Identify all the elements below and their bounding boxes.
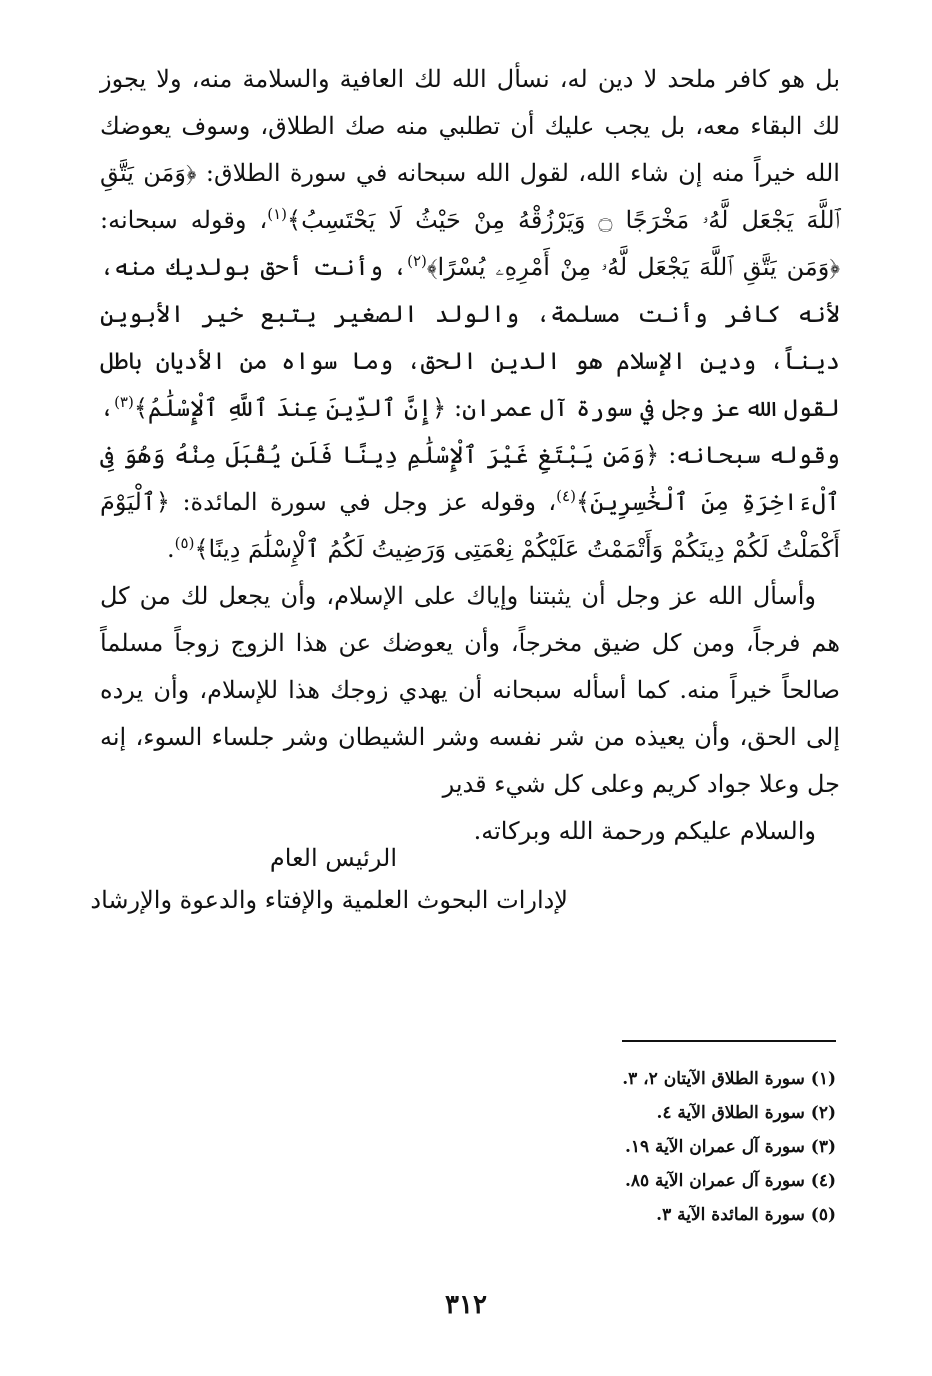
text-segment: ، وأنت أحق بولديك منه، لأنه كافر وأنت مسلمة، والولد الصغير يتبع خير الأبوين ديناً، ودين الإسلام هو الدين الحق، وما سواه من الأديان باطل لقول الله عز وجل في سورة آل عمران:	[100, 253, 840, 422]
quran-quote: ﴿ٱلْيَوْمَ أَكْمَلْتُ لَكُمْ دِينَكُمْ وَأَتْمَمْتُ عَلَيْكُمْ نِعْمَتِى وَرَضِيتُ لَكُمُ ٱلْإِسْلَٰمَ دِينًا﴾	[100, 488, 840, 563]
page-number: ٣١٢	[445, 1290, 487, 1320]
paragraph-ruling	[100, 56, 840, 573]
footnote-item: (١) سورة الطلاق الآيتان ٢، ٣.	[622, 1069, 836, 1089]
footnote-ref: (٣)	[114, 393, 134, 411]
quran-quote: ﴿وَمَن يَتَّقِ ٱللَّهَ يَجْعَل لَّهُۥ مَخْرَجًا ۝ وَيَرْزُقْهُ مِنْ حَيْثُ لَا يَحْتَسِبُ﴾	[100, 159, 841, 234]
footnote-ref: (٤)	[556, 487, 576, 505]
footnote-item: (٤) سورة آل عمران الآية ٨٥.	[624, 1171, 836, 1191]
text-segment: بل هو كافر ملحد لا دين له، نسأل الله لك العافية والسلامة منه، ولا يجوز لك البقاء معه، بل يجب عليك أن تطلبي منه صك الطلاق، وسوف يعوضك الله خيراً منه إن شاء الله، لقول الله سبحانه في سورة الطلاق:	[100, 65, 840, 187]
signature-title: الرئيس العام	[269, 844, 397, 872]
quran-quote: ﴿إِنَّ ٱلدِّينَ عِندَ ٱللَّهِ ٱلْإِسْلَٰمُ﴾	[133, 394, 447, 422]
footnote-ref: (٢)	[407, 252, 427, 270]
footnote-item: (٥) سورة المائدة الآية ٣.	[656, 1205, 836, 1225]
closing-greeting: والسلام عليكم ورحمة الله وبركاته.	[473, 817, 816, 845]
footnote-item: (٣) سورة آل عمران الآية ١٩.	[624, 1137, 836, 1157]
text-segment: ، وقوله عز وجل في سورة المائدة:	[182, 488, 557, 516]
quran-quote: ﴿وَمَن يَبْتَغِ غَيْرَ ٱلْإِسْلَٰمِ دِينًا فَلَن يُقْبَلَ مِنْهُ وَهُوَ فِى ٱلْءَاخِرَةِ مِنَ ٱلْخَٰسِرِينَ﴾	[100, 441, 840, 516]
footnote-ref: (٥)	[174, 534, 195, 552]
footnotes	[622, 1062, 836, 1232]
paragraph-prayer: وأسأل الله عز وجل أن يثبتنا وإياك على الإسلام، وأن يجعل لك من كل هم فرجاً، ومن كل ضيق مخرجاً، وأن يعوضك عن هذا الزوج زوجاً مسلماً صالحاً خيراً منه. كما أسأله سبحانه أن يهدي زوجك هذا للإسلام، وأن يرده إلى الحق، وأن يعيذه من شر نفسه وشر الشيطان وشر جلساء السوء، إنه جل وعلا جواد كريم وعلى كل شيء قدير	[100, 582, 840, 798]
footnote-item: (٢) سورة الطلاق الآية ٤.	[656, 1103, 836, 1123]
text-segment: ، وقوله سبحانه:	[100, 206, 268, 234]
main-text	[100, 56, 840, 855]
text-segment: .	[167, 535, 175, 563]
footnote-ref: (١)	[267, 205, 287, 223]
footnote-divider	[622, 1040, 836, 1042]
quran-quote: ﴿وَمَن يَتَّقِ ٱللَّهَ يَجْعَل لَّهُۥ مِنْ أَمْرِهِۦ يُسْرًا﴾	[426, 253, 841, 281]
signature-organization: لإدارات البحوث العلمية والإفتاء والدعوة والإرشاد	[90, 886, 568, 914]
text-segment: ، وقوله سبحانه:	[100, 394, 840, 469]
